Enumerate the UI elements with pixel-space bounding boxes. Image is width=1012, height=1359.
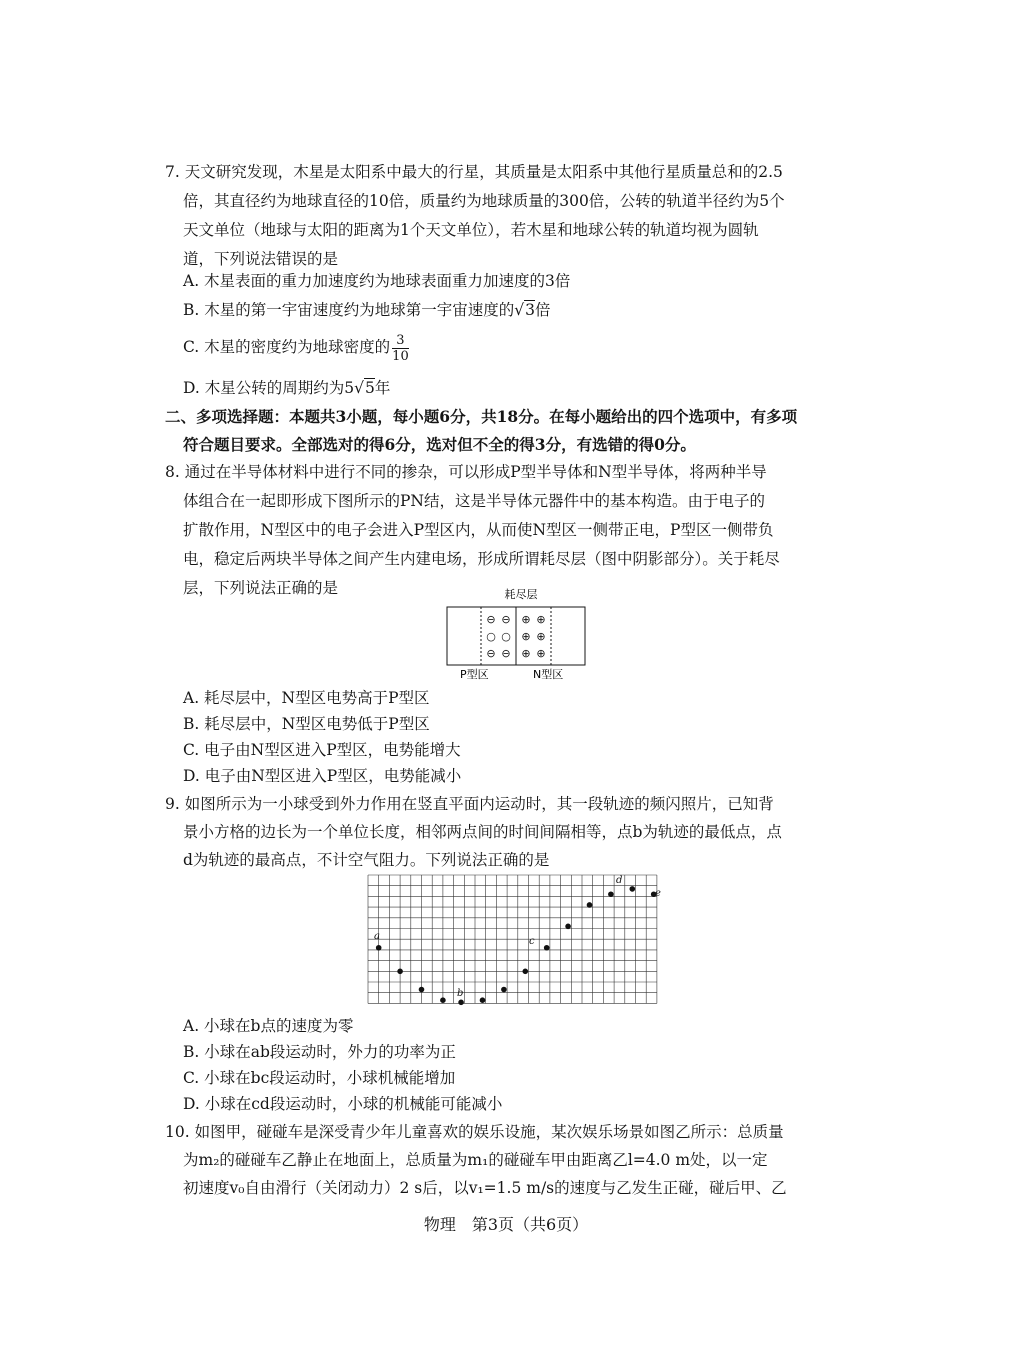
- trajectory-points: [376, 886, 657, 1005]
- q7-option-b-suffix: 倍: [535, 301, 551, 319]
- trajectory-point: [608, 891, 614, 897]
- q8-line-5: 层，下列说法正确的是: [183, 579, 339, 597]
- q7-option-d-suffix: 年: [374, 379, 391, 397]
- trajectory-point: [501, 987, 507, 993]
- negative-ion-icon: ⊖: [501, 647, 511, 660]
- hole-icon: ○: [501, 630, 511, 643]
- q7-option-b-text: B. 木星的第一宇宙速度约为地球第一宇宙速度的: [183, 301, 515, 319]
- trajectory-point: [419, 987, 425, 993]
- point-d-label: d: [616, 875, 623, 886]
- negative-ion-icon: ⊖: [486, 613, 496, 626]
- point-c-label: c: [529, 936, 535, 947]
- q7-line-4: 道，下列说法错误的是: [183, 250, 339, 268]
- section2-line-2: 符合题目要求。全部选对的得6分，选对但不全的得3分，有选错的得0分。: [183, 435, 696, 454]
- point-e-label: e: [655, 888, 661, 899]
- q8-option-d: D. 电子由N型区进入P型区，电势能减小: [183, 767, 462, 785]
- q10-line-2: 为m₂的碰碰车乙静止在地面上，总质量为m₁的碰碰车甲由距离乙l=4.0 m处，以一定: [183, 1151, 768, 1169]
- q7-option-d: D. 木星公转的周期约为5√5年: [183, 379, 391, 397]
- q9-line-1: 9. 如图所示为一小球受到外力作用在竖直平面内运动时，其一段轨迹的频闪照片，已知背: [165, 795, 774, 813]
- section2-line-1: 二、多项选择题：本题共3小题，每小题6分，共18分。在每小题给出的四个选项中，有多项: [165, 407, 798, 426]
- positive-ion-icon: ⊕: [536, 613, 546, 626]
- fraction-denominator: 10: [392, 348, 409, 364]
- q7-option-d-radicand: 5: [364, 379, 375, 397]
- pn-junction-diagram: [440, 586, 590, 682]
- q7-option-b: B. 木星的第一宇宙速度约为地球第一宇宙速度的√3倍: [183, 301, 551, 319]
- trajectory-grid-figure: [366, 872, 666, 1012]
- q8-line-1: 8. 通过在半导体材料中进行不同的掺杂，可以形成P型半导体和N型半导体，将两种半导: [165, 463, 767, 481]
- depletion-layer-label: 耗尽层: [504, 588, 538, 601]
- trajectory-point: [544, 945, 550, 951]
- q10-line-3: 初速度v₀自由滑行（关闭动力）2 s后，以v₁=1.5 m/s的速度与乙发生正碰，碰后甲、乙: [183, 1179, 787, 1197]
- trajectory-point: [587, 902, 593, 908]
- q9-option-a: A. 小球在b点的速度为零: [183, 1017, 354, 1035]
- q8-option-c: C. 电子由N型区进入P型区，电势能增大: [183, 741, 461, 759]
- trajectory-point: [440, 997, 446, 1003]
- n-region-label: N型区: [533, 668, 564, 681]
- trajectory-point: [480, 997, 486, 1003]
- page-footer: 物理 第3页（共6页）: [423, 1215, 589, 1234]
- q7-option-d-text: D. 木星公转的周期约为5: [183, 379, 355, 397]
- point-a-label: a: [374, 931, 380, 942]
- negative-ion-icon: ⊖: [501, 613, 511, 626]
- q8-line-4: 电，稳定后两块半导体之间产生内建电场，形成所谓耗尽层（图中阴影部分）。关于耗尽: [183, 550, 780, 568]
- hole-icon: ○: [486, 630, 496, 643]
- trajectory-point: [522, 969, 528, 975]
- trajectory-point: [565, 924, 571, 930]
- q7-line-1: 7. 天文研究发现，木星是太阳系中最大的行星，其质量是太阳系中其他行星质量总和的2.5: [165, 163, 783, 181]
- q9-option-d: D. 小球在cd段运动时，小球的机械能可能减小: [183, 1095, 503, 1113]
- p-region-label: P型区: [460, 668, 489, 681]
- positive-ion-icon: ⊕: [536, 647, 546, 660]
- q9-line-3: d为轨迹的最高点，不计空气阻力。下列说法正确的是: [183, 851, 550, 869]
- q9-line-2: 景小方格的边长为一个单位长度，相邻两点间的时间间隔相等，点b为轨迹的最低点，点: [183, 823, 782, 841]
- q8-line-2: 体组合在一起即形成下图所示的PN结，这是半导体元器件中的基本构造。由于电子的: [183, 492, 765, 510]
- q7-line-2: 倍，其直径约为地球直径的10倍，质量约为地球质量的300倍，公转的轨道半径约为5个: [183, 192, 785, 210]
- trajectory-point: [629, 886, 635, 892]
- q10-line-1: 10. 如图甲，碰碰车是深受青少年儿童喜欢的娱乐设施，某次娱乐场景如图乙所示：总质量: [165, 1123, 784, 1141]
- trajectory-point: [376, 945, 382, 951]
- q9-option-c: C. 小球在bc段运动时，小球机械能增加: [183, 1069, 456, 1087]
- q7-option-c-text: C. 木星的密度约为地球密度的: [183, 338, 391, 356]
- fraction-numerator: 3: [392, 333, 409, 349]
- q7-option-a: A. 木星表面的重力加速度约为地球表面重力加速度的3倍: [183, 272, 571, 290]
- positive-ion-icon: ⊕: [521, 630, 531, 643]
- trajectory-point: [397, 969, 403, 975]
- q7-option-b-radicand: 3: [525, 301, 536, 319]
- q8-line-3: 扩散作用，N型区中的电子会进入P型区内，从而使N型区一侧带正电，P型区一侧带负: [183, 521, 774, 539]
- q7-line-3: 天文单位（地球与太阳的距离为1个天文单位），若木星和地球公转的轨道均视为圆轨: [183, 221, 759, 239]
- q7-option-c-fraction: [392, 333, 409, 364]
- q9-option-b: B. 小球在ab段运动时，外力的功率为正: [183, 1043, 456, 1061]
- negative-ion-icon: ⊖: [486, 647, 496, 660]
- q8-option-a: A. 耗尽层中，N型区电势高于P型区: [183, 689, 430, 707]
- q8-option-b: B. 耗尽层中，N型区电势低于P型区: [183, 715, 430, 733]
- q7-option-c: [183, 329, 873, 365]
- positive-ion-icon: ⊕: [521, 613, 531, 626]
- trajectory-point: [458, 1000, 464, 1006]
- positive-ion-icon: ⊕: [536, 630, 546, 643]
- point-b-label: b: [457, 988, 464, 999]
- positive-ion-icon: ⊕: [521, 647, 531, 660]
